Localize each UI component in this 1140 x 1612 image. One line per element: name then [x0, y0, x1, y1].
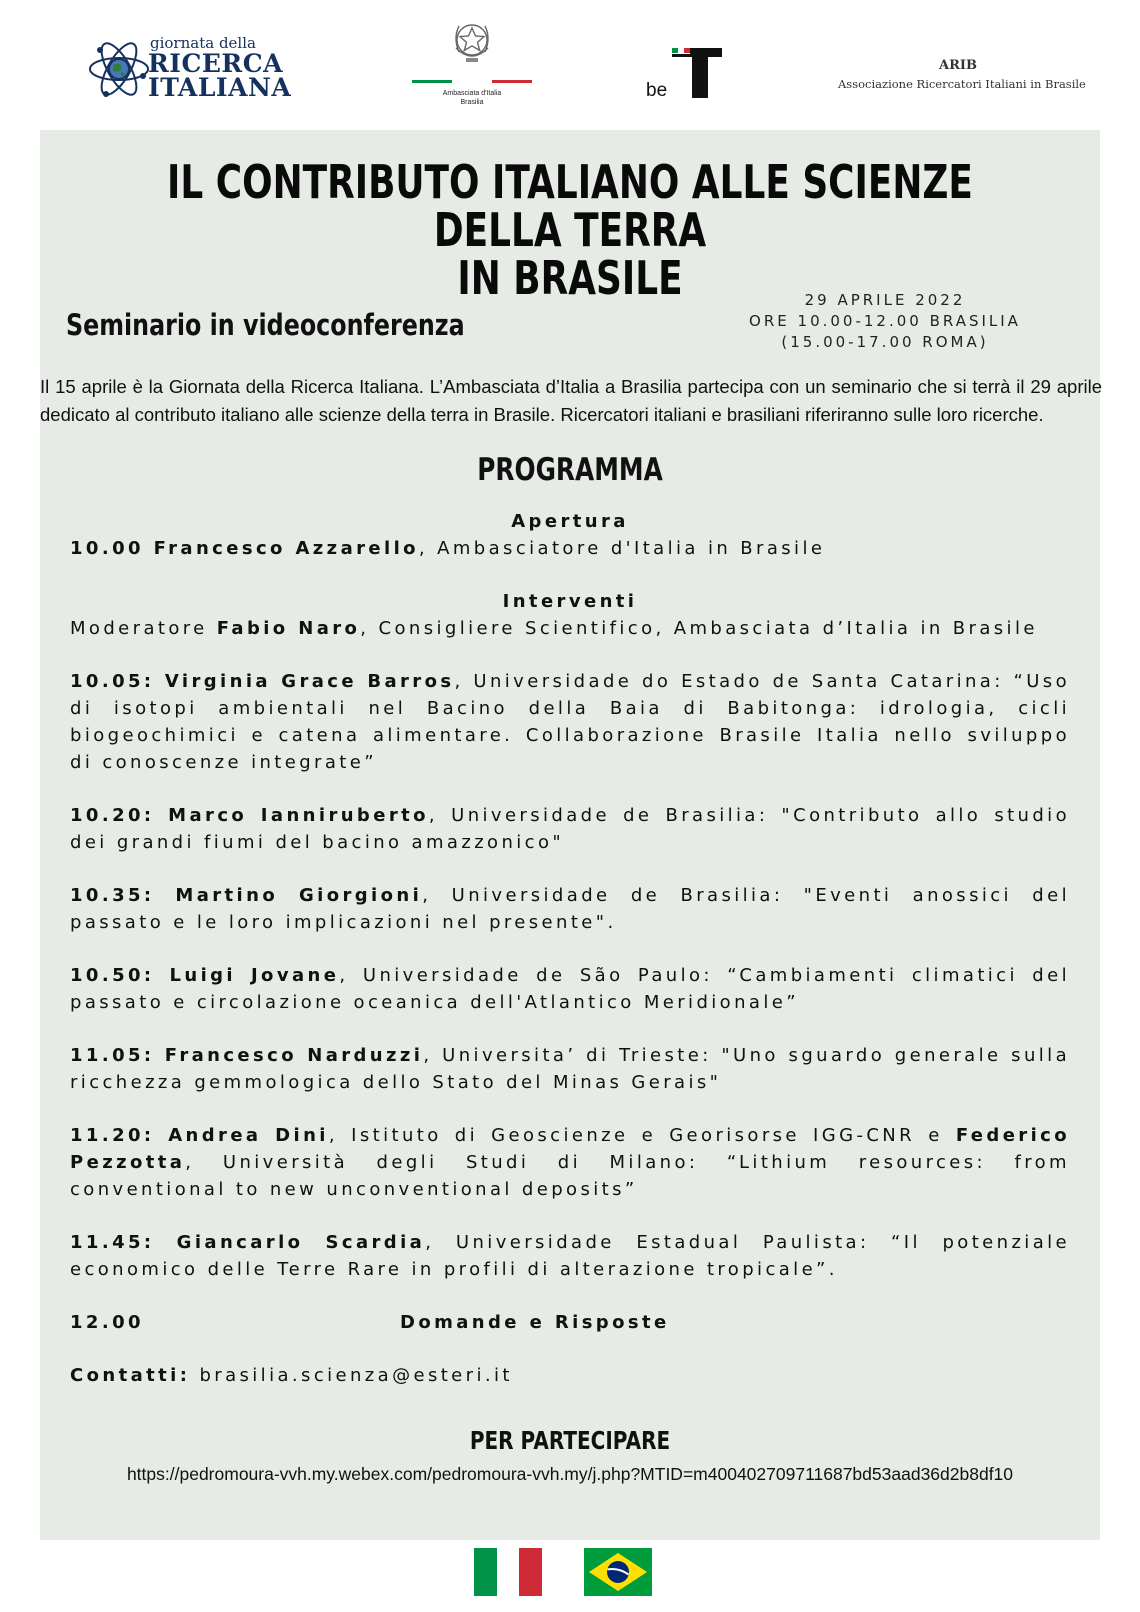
date-time-block [680, 290, 1090, 353]
bet-t-icon [672, 46, 722, 98]
talk-affiliation: , Istituto di Geoscienze e Georisorse IGG-CNR e [328, 1125, 956, 1146]
qa-item [70, 1309, 1070, 1336]
moderator-name: Fabio Naro [216, 618, 361, 639]
talk-speaker: 11.20: Andrea Dini [70, 1125, 329, 1146]
qa-label: Domande e Risposte [400, 1312, 670, 1333]
page-title [157, 155, 984, 305]
arib-subtitle: Associazione Ricercatori Italiani in Brasile [838, 77, 1086, 91]
talk-detail: , Universidade do Estado de Santa Catarina: “Uso di isotopi ambientali nel Bacino della Baia di Babitonga: idrologia, cicli biogeochimici e catena alimentare. Collaborazione Brasile Italia nello sviluppo di conoscenze integrate” [70, 671, 1070, 773]
talk-detail: , Universita’ di Trieste: "Uno sguardo generale sulla ricchezza gemmologica dello Stato del Minas Gerais" [70, 1045, 1070, 1093]
talk-speaker-2: Federico Pezzotta [70, 1125, 1070, 1173]
contacts-email[interactable]: brasilia.scienza@esteri.it [190, 1365, 513, 1386]
bet-be-text: be [646, 80, 668, 101]
talk-detail: , Università degli Studi di Milano: “Lithium resources: from conventional to new unconventional deposits” [70, 1152, 1070, 1200]
logo-bar [0, 0, 1140, 130]
title-line2: IN BRASILE [457, 251, 683, 305]
embassy-name-line1: Ambasciata d'Italia [442, 90, 502, 97]
bet-logo [646, 44, 726, 102]
program-heading: PROGRAMMA [477, 452, 663, 488]
qa-time: 12.00 [70, 1312, 144, 1333]
talk-speaker: 10.50: Luigi Jovane [70, 965, 340, 986]
opening-heading: Apertura [511, 511, 629, 532]
talk-item [70, 882, 1070, 936]
opening-role: , Ambasciatore d'Italia in Brasile [418, 538, 826, 559]
webex-link[interactable]: https://pedromoura-vvh.my.webex.com/pedromoura-vvh.my/j.php?MTID=m400402709711687bd53aad36d2b8df10 [126, 1464, 1014, 1484]
opening-item [70, 535, 1070, 562]
ricerca-line2: ITALIANA [148, 73, 292, 102]
talk-item [70, 1042, 1070, 1096]
content-panel [40, 130, 1100, 1540]
italy-flag-icon [474, 1548, 542, 1596]
embassy-name-line2: Brasilia [460, 99, 484, 106]
italian-emblem-icon [450, 18, 494, 64]
embassy-logo [412, 18, 532, 114]
talk-detail: , Universidade de Brasilia: "Eventi anossici del passato e le loro implicazioni nel presente". [70, 885, 1070, 933]
brazil-flag-icon [584, 1548, 652, 1596]
talk-speaker: 11.05: Francesco Narduzzi [70, 1045, 424, 1066]
talk-speaker: 10.05: Virginia Grace Barros [70, 671, 455, 692]
contacts-line [70, 1362, 1070, 1389]
date-line: 29 APRILE 2022 [804, 291, 966, 309]
arib-logo [838, 58, 1086, 91]
program-list [70, 508, 1070, 1389]
intro-paragraph: Il 15 aprile è la Giornata della Ricerca Italiana. L’Ambasciata d’Italia a Brasilia partecipa con un seminario che si terrà il 29 aprile dedicato al contributo italiano alle scienze della terra in Brasile. Ricercatori italiani e brasiliani riferiranno sulle loro ricerche. [40, 376, 1102, 425]
atom-globe-icon [88, 36, 150, 102]
moderator-role: , Consigliere Scientifico, Ambasciata d’Italia in Brasile [360, 618, 1038, 639]
tricolor-line [412, 80, 532, 83]
talk-item [70, 802, 1070, 856]
interventi-heading: Interventi [502, 591, 638, 612]
giornata-ricerca-logo [88, 34, 298, 104]
moderator-item [70, 615, 1070, 642]
talk-detail: , Universidade de São Paulo: “Cambiamenti climatici del passato e circolazione oceanica dell'Atlantico Meridionale” [70, 965, 1070, 1013]
seminar-subtitle: Seminario in videoconferenza [66, 308, 465, 342]
participate-heading: PER PARTECIPARE [469, 1426, 671, 1455]
talk-detail: , Universidade de Brasilia: "Contributo allo studio dei grandi fiumi del bacino amazzonico" [70, 805, 1070, 853]
ricerca-small-text: giornata della [150, 34, 256, 52]
arib-title: ARIB [939, 58, 977, 73]
talk-speaker: 10.20: Marco Ianniruberto [70, 805, 429, 826]
time-roma-line: (15.00-17.00 ROMA) [781, 333, 989, 351]
title-line1: IL CONTRIBUTO ITALIANO ALLE SCIENZE DELLA TERRA [167, 155, 973, 257]
talk-item [70, 1122, 1070, 1203]
talk-speaker: 10.35: Martino Giorgioni [70, 885, 423, 906]
time-brasilia-line: ORE 10.00-12.00 BRASILIA [749, 312, 1021, 330]
talk-item [70, 668, 1070, 776]
opening-speaker: 10.00 Francesco Azzarello [70, 538, 419, 559]
moderator-prefix: Moderatore [70, 618, 217, 639]
talk-item [70, 962, 1070, 1016]
ricerca-line1: RICERCA [148, 49, 283, 78]
talk-item [70, 1229, 1070, 1283]
talk-speaker: 11.45: Giancarlo Scardia [70, 1232, 426, 1253]
contacts-label: Contatti: [70, 1365, 191, 1386]
talk-detail: , Universidade Estadual Paulista: “Il potenziale economico delle Terre Rare in profili di alterazione tropicale”. [70, 1232, 1071, 1280]
